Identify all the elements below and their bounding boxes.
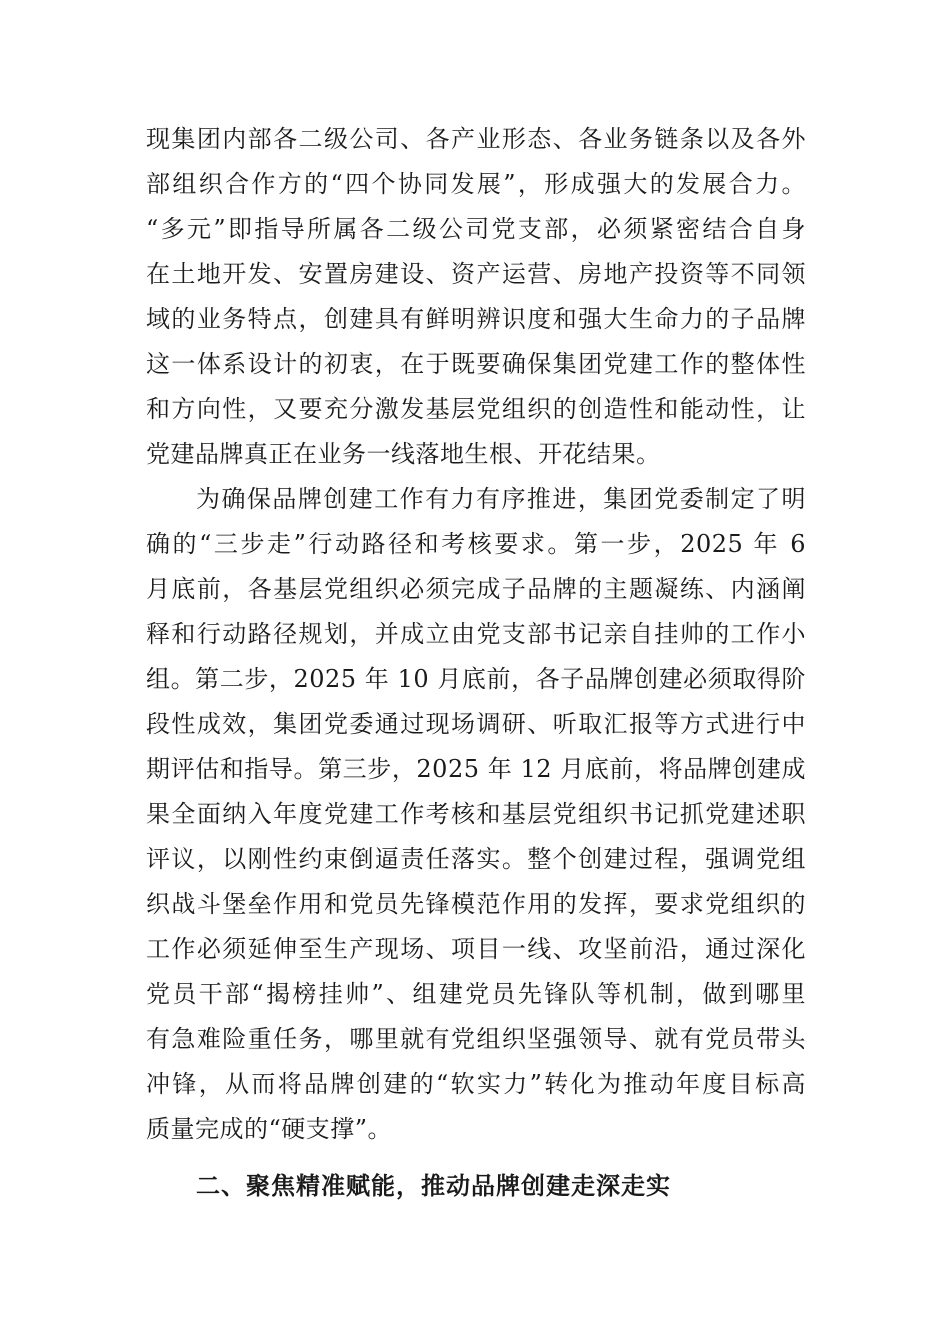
- text-line: 党建品牌真正在业务一线落地生根、开花结果。: [146, 440, 661, 468]
- text-line: 月底前，各基层党组织必须完成子品牌的主题凝练、内涵阐: [146, 575, 806, 603]
- text-line: 党员干部“揭榜挂帅”、组建党员先锋队等机制，做到哪里: [146, 980, 806, 1008]
- section-heading: 二、聚焦精准赋能，推动品牌创建走深走实: [196, 1172, 671, 1200]
- text-line: 质量完成的“硬支撑”。: [146, 1115, 393, 1143]
- text-line: 评议，以刚性约束倒逼责任落实。整个创建过程，强调党组: [146, 845, 806, 873]
- paragraph-2: [146, 477, 806, 1152]
- text-line: 果全面纳入年度党建工作考核和基层党组织书记抓党建述职: [146, 800, 806, 828]
- text-line: 有急难险重任务，哪里就有党组织坚强领导、就有党员带头: [146, 1025, 806, 1053]
- text-line: 释和行动路径规划，并成立由党支部书记亲自挂帅的工作小: [146, 620, 806, 648]
- text-line: 和方向性，又要充分激发基层党组织的创造性和能动性，让: [146, 395, 806, 423]
- text-line: 组。第二步，2025 年 10 月底前，各子品牌创建必须取得阶: [146, 665, 806, 693]
- spacer: [146, 1152, 806, 1164]
- text-line: 现集团内部各二级公司、各产业形态、各业务链条以及各外: [146, 125, 806, 153]
- text-line: 部组织合作方的“四个协同发展”，形成强大的发展合力。: [146, 170, 806, 198]
- text-line: 期评估和指导。第三步，2025 年 12 月底前，将品牌创建成: [146, 755, 806, 783]
- text-line: 在土地开发、安置房建设、资产运营、房地产投资等不同领: [146, 260, 806, 288]
- text-line: 为确保品牌创建工作有力有序推进，集团党委制定了明: [196, 485, 806, 513]
- text-line: 这一体系设计的初衷，在于既要确保集团党建工作的整体性: [146, 350, 806, 378]
- text-line: 冲锋，从而将品牌创建的“软实力”转化为推动年度目标高: [146, 1070, 806, 1098]
- text-line: 工作必须延伸至生产现场、项目一线、攻坚前沿，通过深化: [146, 935, 806, 963]
- text-line: “多元”即指导所属各二级公司党支部，必须紧密结合自身: [146, 215, 806, 243]
- text-line: 域的业务特点，创建具有鲜明辨识度和强大生命力的子品牌: [146, 305, 806, 333]
- document-page: [146, 117, 806, 1209]
- text-line: 段性成效，集团党委通过现场调研、听取汇报等方式进行中: [146, 710, 806, 738]
- text-line: 织战斗堡垒作用和党员先锋模范作用的发挥，要求党组织的: [146, 890, 806, 918]
- paragraph-1: [146, 117, 806, 477]
- text-line: 确的“三步走”行动路径和考核要求。第一步，2025 年 6: [146, 530, 806, 558]
